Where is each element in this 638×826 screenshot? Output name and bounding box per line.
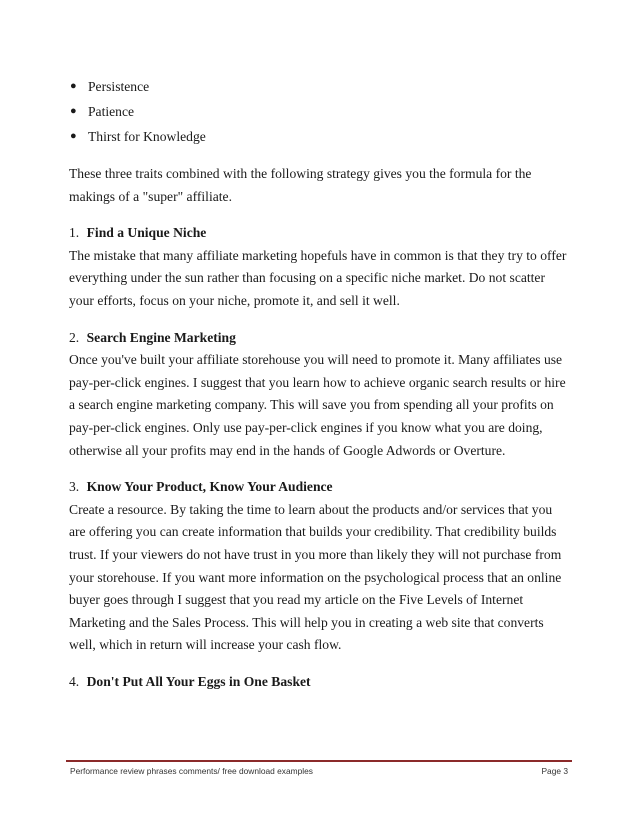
section-number: 2. <box>69 329 80 345</box>
section-search-engine-marketing <box>69 327 569 463</box>
section-know-your-product <box>69 476 569 657</box>
section-number: 4. <box>69 673 80 689</box>
list-item-text: Thirst for Knowledge <box>88 129 206 144</box>
list-item-text: Patience <box>88 104 135 119</box>
section-title: Find a Unique Niche <box>86 225 207 241</box>
intro-paragraph: These three traits combined with the following strategy gives you the formula for the makings of a "super" affiliate. <box>69 166 532 204</box>
list-item-text: Persistence <box>88 79 150 94</box>
section-heading <box>69 222 569 245</box>
section-unique-niche <box>69 222 569 312</box>
section-heading <box>69 327 569 350</box>
list-item <box>69 74 569 99</box>
bullet-dot-icon: ● <box>70 130 77 142</box>
section-title: Don't Put All Your Eggs in One Basket <box>86 673 311 689</box>
bullet-dot-icon: ● <box>70 80 77 92</box>
section-body: The mistake that many affiliate marketing hopefuls have in common is that they try to offer everything under the sun rather than focusing on a specific niche market. Do not scatter your efforts, focus on your niche, promote it, and sell it well. <box>69 247 567 308</box>
section-title: Search Engine Marketing <box>86 329 236 345</box>
section-body: Once you've built your affiliate storehouse you will need to promote it. Many affiliates use pay-per-click engines. I suggest that you learn how to achieve organic search results or hire a search engine marketing company. This will save you from spending all your profits on pay-per-click engines. Only use pay-per-click engines if you know what you are doing, otherwise all your profits may end in the hands of Google Adwords or Overture. <box>69 352 566 458</box>
section-number: 1. <box>69 225 80 241</box>
page-footer <box>66 760 572 776</box>
bullet-dot-icon: ● <box>70 105 77 117</box>
section-eggs-basket <box>69 671 569 694</box>
section-heading <box>69 671 569 694</box>
page-number: Page 3 <box>541 766 568 776</box>
list-item <box>69 99 569 124</box>
section-heading <box>69 476 569 499</box>
footer-title: Performance review phrases comments/ free download examples <box>70 766 313 776</box>
section-body: Create a resource. By taking the time to learn about the products and/or services that you are offering you can create information that builds your credibility. That credibility builds trust. If your viewers do not have trust in you more than likely they will not purchase from your storehouse. If you want more information on the psychological process that an online buyer goes through I suggest that you read my article on the Five Levels of Internet Marketing and the Sales Process. This will help you in creating a web site that converts well, which in return will increase your cash flow. <box>69 501 562 653</box>
list-item <box>69 124 569 149</box>
section-number: 3. <box>69 479 80 495</box>
traits-list <box>69 74 569 149</box>
document-page <box>69 74 569 693</box>
section-title: Know Your Product, Know Your Audience <box>86 479 333 495</box>
